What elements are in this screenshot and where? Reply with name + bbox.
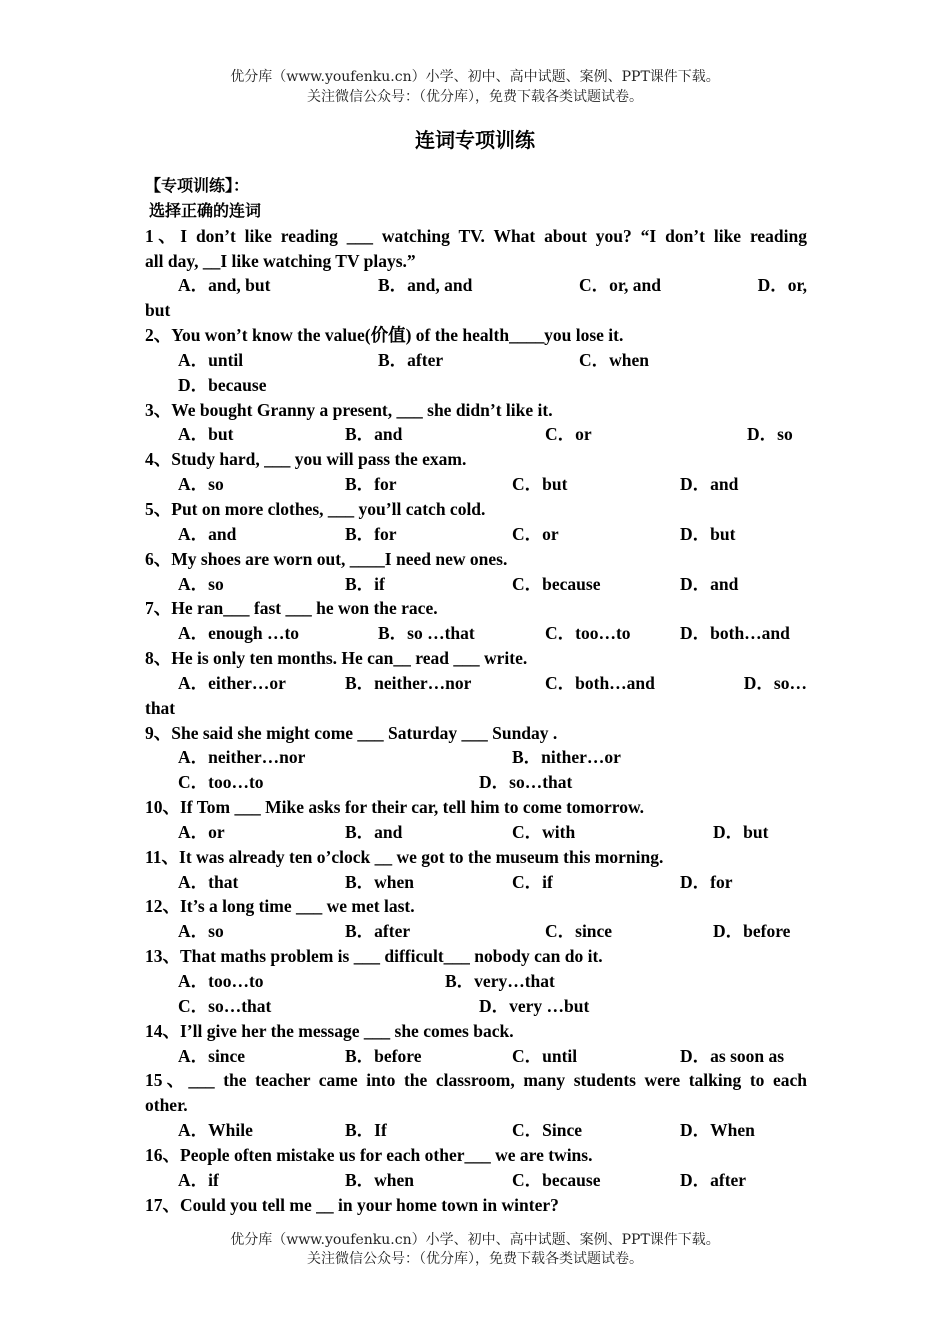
question-12-options [145,919,807,944]
option-c: C．since [545,921,613,942]
question-7-text: 7、He ran___ fast ___ he won the race. [145,598,438,619]
option-b: B．so …that [378,623,475,644]
option-d: D．for [680,871,733,892]
option-d: D．so… [743,672,807,693]
question-15-text-line1: 15、___ the teacher came into the classroom, many students were talking to each [145,1070,807,1091]
question-9-options-row2 [145,770,807,795]
option-d: D．but [713,821,769,842]
option-d: D．before [713,921,791,942]
option-b: B．when [345,871,415,892]
option-d: D．so…that [479,772,573,793]
option-c: C．if [512,871,553,892]
question-9-text: 9、She said she might come ___ Saturday ___ Sunday . [145,722,558,743]
question-17-text: 17、Could you tell me __ in your home town in winter? [145,1194,559,1215]
option-b: B．and, and [378,275,473,296]
question-7-options [145,621,807,646]
option-b: B．after [378,349,444,370]
option-c: C．Since [512,1120,582,1141]
option-b: B．after [345,921,411,942]
question-8-option-d-wrap: that [145,697,176,718]
question-13-text: 13、That maths problem is ___ difficult___ nobody can do it. [145,946,603,967]
option-d: D．as soon as [680,1045,785,1066]
option-d: D．after [680,1169,747,1190]
question-12-text: 12、It’s a long time ___ we met last. [145,896,415,917]
option-b: B．and [345,424,403,445]
question-11-text: 11、It was already ten o’clock __ we got to the museum this morning. [145,846,664,867]
option-b: B．when [345,1169,415,1190]
question-8-text: 8、He is only ten months. He can__ read ___ write. [145,648,528,669]
option-a: A．While [178,1120,253,1141]
question-14-options [145,1044,807,1069]
question-15-text-line2: other. [145,1095,188,1116]
option-c: C．because [512,1169,601,1190]
option-a: A．neither…nor [178,747,306,768]
option-c: C．so…that [178,995,272,1016]
option-c: C．too…to [545,623,631,644]
question-1-text-line2: all day, __I like watching TV plays.” [145,250,416,271]
option-b: B．for [345,523,397,544]
option-b: B．and [345,821,403,842]
question-1-text-line1: 1、I don’t like reading ___ watching TV. What about you? “I don’t like reading [145,225,807,246]
question-3-text: 3、We bought Granny a present, ___ she didn’t like it. [145,399,553,420]
option-a: A．too…to [178,971,264,991]
option-a: A．enough …to [178,623,300,644]
option-a: A．so [178,921,224,942]
option-d: D．so [747,424,793,445]
option-c: C．too…to [178,772,264,793]
option-d: D．and [680,573,739,594]
option-a: A．so [178,474,224,495]
question-9-options [145,745,807,770]
option-b: B．If [345,1120,387,1141]
header-line-2: 关注微信公众号：（优分库），免费下载各类试题试卷。 [307,89,643,105]
option-b: B．very…that [445,971,555,991]
question-10-text: 10、If Tom ___ Mike asks for their car, tell him to come tomorrow. [145,797,645,818]
question-4-text: 4、Study hard, ___ you will pass the exam. [145,449,467,470]
footer-line-2: 关注微信公众号：（优分库），免费下载各类试题试卷。 [307,1251,643,1267]
question-1-options [145,273,807,298]
question-6-options [145,572,807,597]
option-b: B．for [345,474,397,495]
question-16-options [145,1168,807,1193]
footer-line-1: 优分库（www.youfenku.cn）小学、初中、高中试题、案例、PPT课件下载。 [230,1232,720,1248]
option-c: C．when [579,349,650,370]
option-a: A．or [178,821,225,842]
option-d: D．both…and [680,623,790,644]
option-d: D．and [680,474,739,495]
option-a: A．but [178,424,234,445]
question-15-options [145,1118,807,1143]
question-11-options [145,870,807,895]
question-14-text: 14、I’ll give her the message ___ she comes back. [145,1020,514,1041]
option-d: D．or, [757,275,807,296]
question-2-options [145,348,807,373]
question-6-text: 6、My shoes are worn out, ____I need new ones. [145,548,508,569]
section-heading: 【专项训练】： [145,176,250,195]
option-b: B．if [345,573,385,594]
question-13-options [145,969,807,994]
question-3-options [145,422,807,447]
option-d: D．When [680,1120,755,1141]
instruction: 选择正确的连词 [149,200,262,220]
option-c: C．with [512,821,576,842]
option-b: B．neither…nor [345,672,472,693]
option-c: C．or [545,424,592,445]
option-c: C．or, and [579,275,662,296]
option-a: A．and, but [178,275,271,296]
header-line-1: 优分库（www.youfenku.cn）小学、初中、高中试题、案例、PPT课件下载。 [230,69,720,85]
option-a: A．either…or [178,672,286,693]
option-a: A．and [178,523,237,544]
option-a: A．if [178,1169,219,1190]
question-2-text: 2、You won’t know the value(价值) of the health____you lose it. [145,325,624,346]
option-a: A．so [178,573,224,594]
option-c: C．but [512,474,568,495]
question-4-options [145,472,807,497]
option-c: C．or [512,523,559,544]
question-13-options-row2 [145,994,807,1019]
option-d: D．because [178,374,267,395]
option-a: A．until [178,349,244,370]
page-title: 连词专项训练 [415,128,535,152]
exercise-body [145,174,807,1217]
question-8-options [145,671,807,696]
option-b: B．before [345,1045,422,1066]
question-5-options [145,522,807,547]
option-d: D．very …but [479,995,590,1016]
question-16-text: 16、People often mistake us for each other___ we are twins. [145,1144,593,1165]
option-a: A．that [178,871,239,892]
option-c: C．until [512,1045,578,1066]
option-b: B．nither…or [512,747,621,768]
question-10-options [145,820,807,845]
option-a: A．since [178,1045,246,1066]
option-d: D．but [680,523,736,544]
question-5-text: 5、Put on more clothes, ___ you’ll catch cold. [145,498,486,519]
question-2-options-row2 [145,373,807,398]
option-c: C．both…and [545,672,655,693]
question-1-option-d-wrap: but [145,300,171,321]
option-c: C．because [512,573,601,594]
